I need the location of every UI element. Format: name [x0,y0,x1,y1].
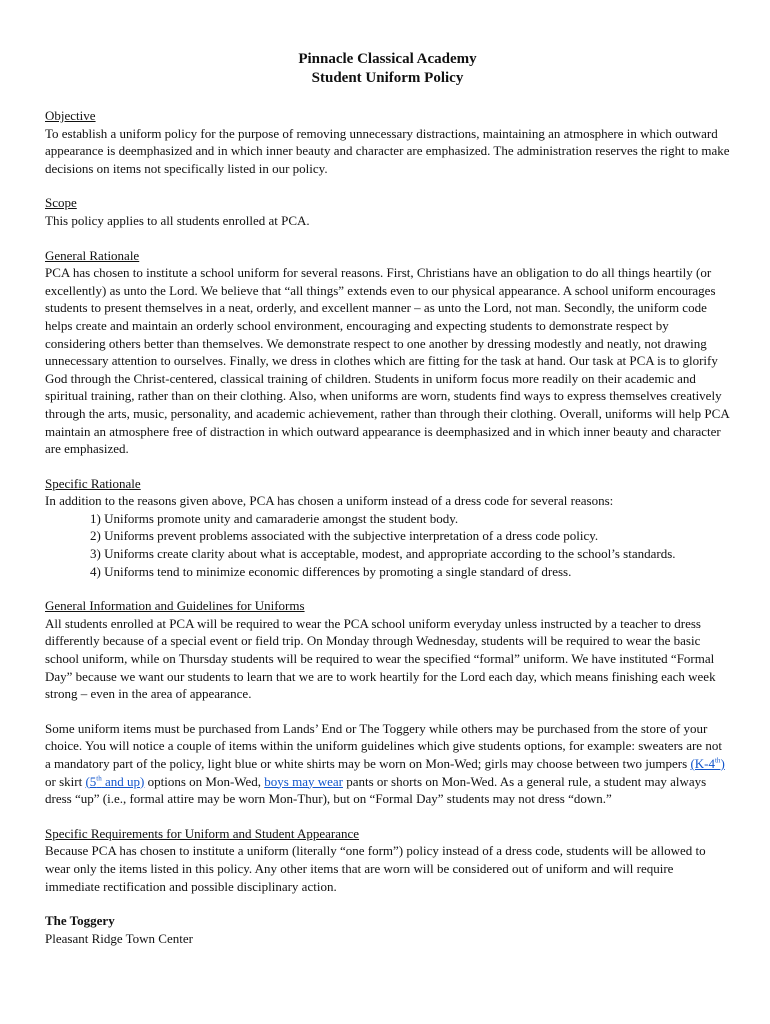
general-info-paragraph-2 [45,720,730,808]
general-info-paragraph-1: All students enrolled at PCA will be required to wear the PCA school uniform everyday unless instructed by a teacher to dress differently because of a special event or field trip. On Monday through Wednesday, students will be required to wear the basic school uniform, while on Thursday students will be required to wear the specified “formal” uniform. We have instituted “Formal Day” because we want our students to learn that we are to work heartily for the Lord each day, which means finishing each week strong – even in the area of appearance. [45,615,716,702]
skirt-5th-link[interactable] [85,774,144,789]
section-heading-general-information: General Information and Guidelines for Uniforms [45,598,305,614]
list-item: 2) Uniforms prevent problems associated with the subjective interpretation of a dress code policy. [90,528,599,544]
link-text: ) [720,756,725,771]
title-policy-name: Student Uniform Policy [311,70,464,86]
list-item: 4) Uniforms tend to minimize economic differences by promoting a single standard of dress. [90,563,572,579]
list-item: 1) Uniforms promote unity and camaraderie amongst the student body. [90,510,459,526]
section-heading-general-rationale: General Rationale [45,247,140,263]
general-info-text: or skirt [45,773,86,789]
link-superscript: th [714,756,721,765]
section-general-rationale [45,247,730,458]
document-title [45,50,730,88]
link-superscript: th [96,774,102,783]
section-scope [45,194,730,229]
general-info-text: options on Mon-Wed, [144,773,265,789]
section-heading-objective: Objective [45,108,96,123]
section-objective [45,107,730,177]
section-specific-rationale [45,475,730,581]
store-location: Pleasant Ridge Town Center [45,930,193,946]
list-item: 3) Uniforms create clarity about what is acceptable, modest, and appropriate according to the school’s standards. [90,546,676,562]
link-text: (K-4 [690,756,715,771]
general-rationale-text: PCA has chosen to institute a school uniform for several reasons. First, Christians have an obligation to do all things heartily (or excellently) as unto the Lord. We believe that “all things” extends even to our physical appearance. A school uniform encourages students to present themselves in a neat, orderly, and excellent manner – as unto the Lord, not man. Secondly, the uniform code helps create and maintain an orderly school environment, encouraging and expecting students to demonstrate respect by considering others better than themselves. We demonstrate respect to one another by dressing modestly and neatly, not drawing unnecessary attention to ourselves. Finally, we dress in clothes which are fitting for the task at hand. Our task at PCA is to glorify God through the Christ-centered, classical training of children. Students in uniform focus more readily on their academic and spiritual training, rather than on their clothing. Also, when uniforms are worn, students find ways to express themselves creatively through the arts, music, personality, and academic achievement, rather than through their clothing. Overall, uniforms will help PCA maintain an atmosphere free of distraction in which outward appearance is deemphasized and in which inner beauty and character are emphasized. [45,265,730,457]
objective-text: To establish a uniform policy for the purpose of removing unnecessary distractions, maintaining an atmosphere in which outward appearance is deemphasized and in which inner beauty and character are emphasized. The administration reserves the right to make decisions on items not specifically listed in our policy. [45,125,730,176]
jumper-k4-link[interactable] [690,756,724,771]
section-specific-requirements [45,825,730,895]
section-heading-specific-requirements: Specific Requirements for Uniform and Student Appearance [45,825,360,841]
link-text: (5 [85,773,97,789]
boys-may-wear-link[interactable]: boys may wear [264,773,343,789]
specific-rationale-intro: In addition to the reasons given above, PCA has chosen a uniform instead of a dress code for several reasons: [45,493,614,509]
section-heading-scope: Scope [45,195,77,211]
specific-rationale-list [45,510,730,580]
general-info-text: Some uniform items must be purchased from Lands’ End or The Toggery while others may be purchased from the store of your choice. You will notice a couple of items within the uniform guidelines which give students options, for example: sweaters are not a mandatory part of the policy, light blue or white shirts may be worn on Mon-Wed; girls may choose between two jumpers [45,720,722,771]
title-school-name: Pinnacle Classical Academy [298,51,477,67]
link-text: and up) [101,773,145,789]
general-info-text: pants or shorts on Mon-Wed. As a general rule, a student may always dress “up” (i.e., formal attire may be worn Mon-Thur), but on “Formal Day” students may not dress “down.” [45,773,707,807]
section-toggery [45,912,730,947]
section-general-information [45,597,730,808]
section-heading-specific-rationale: Specific Rationale [45,475,141,491]
specific-requirements-text: Because PCA has chosen to institute a uniform (literally “one form”) policy instead of a dress code, students will be allowed to wear only the items listed in this policy. Any other items that are worn will be considered out of uniform and will require immediate rectification and possible disciplinary action. [45,843,706,894]
store-name: The Toggery [45,913,115,929]
scope-text: This policy applies to all students enrolled at PCA. [45,212,310,228]
